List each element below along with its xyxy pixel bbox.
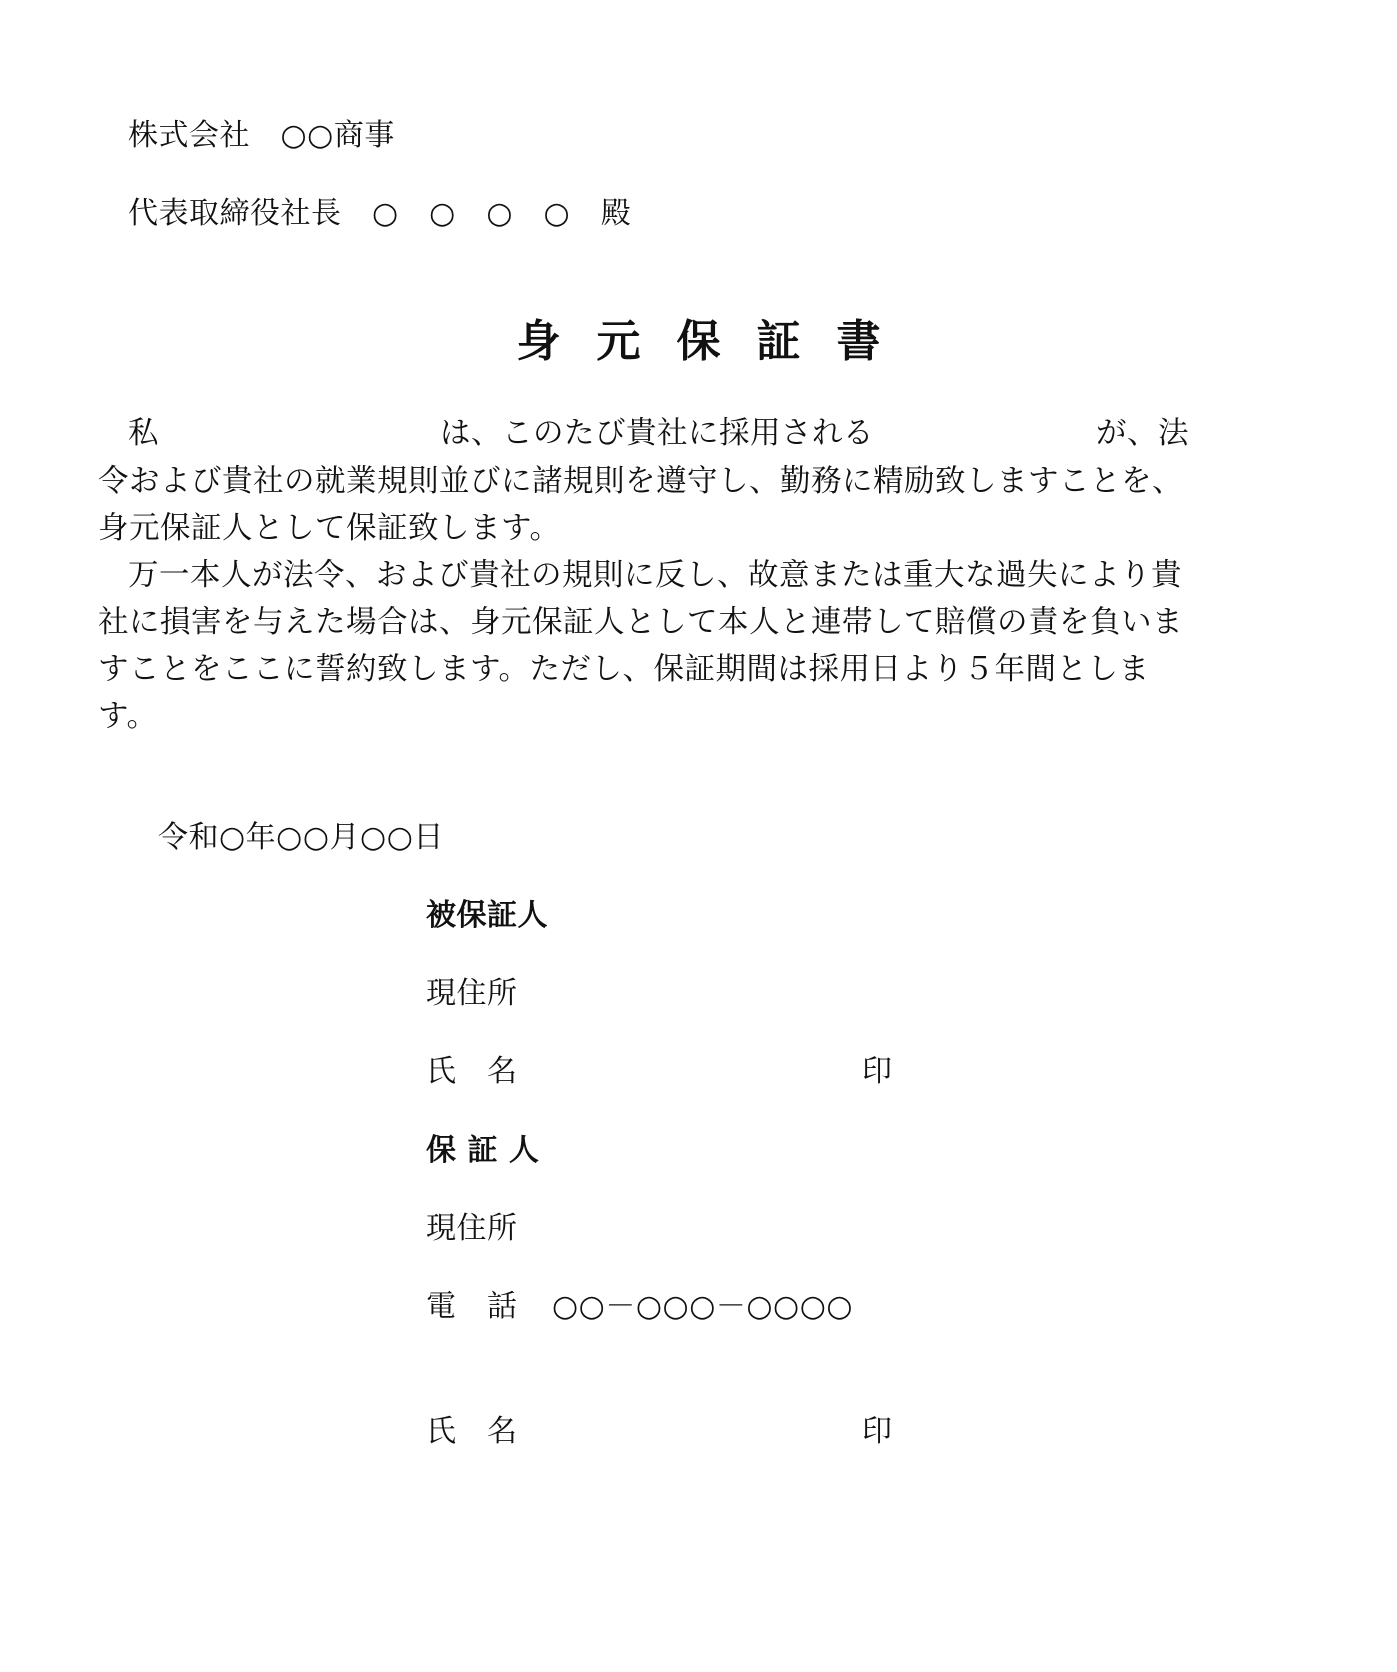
title-char: 保 <box>676 316 721 367</box>
document-title <box>0 314 1397 370</box>
guaranteed-person-name-label: 氏 名 <box>426 1054 518 1089</box>
guarantor-seal-mark: 印 <box>862 1414 892 1449</box>
body-line-4: 万一本人が法令、および貴社の規則に反し、故意または重大な過失により貴 <box>128 558 1182 593</box>
guaranteed-person-heading: 被保証人 <box>426 898 548 933</box>
title-char: 元 <box>596 316 641 367</box>
addressee-representative: 代表取締役社長 ○ ○ ○ ○ 殿 <box>128 196 632 231</box>
guarantor-address-label: 現住所 <box>426 1211 518 1246</box>
guaranteed-person-address-label: 現住所 <box>426 976 518 1011</box>
body-line-7: す。 <box>98 699 158 734</box>
guarantor-phone-label: 電 話 <box>426 1289 518 1324</box>
body-line-2: 令および貴社の就業規則並びに諸規則を遵守し、勤務に精励致しますことを、 <box>98 464 1183 499</box>
body-line-5: 社に損害を与えた場合は、身元保証人として本人と連帯して賠償の責を負いま <box>98 605 1183 640</box>
body-line-6: すことをここに誓約致します。ただし、保証期間は採用日より５年間としま <box>98 652 1150 687</box>
document-date: 令和○年○○月○○日 <box>158 820 444 855</box>
title-char: 書 <box>836 316 881 367</box>
addressee-company: 株式会社 ○○商事 <box>128 118 395 153</box>
body-line-3: 身元保証人として保証致します。 <box>98 511 561 546</box>
title-char: 証 <box>756 316 801 367</box>
guarantor-phone-value: ○○－○○○－○○○○ <box>552 1289 854 1324</box>
guaranteed-person-seal-mark: 印 <box>862 1054 892 1089</box>
guarantor-heading: 保 証 人 <box>426 1133 540 1168</box>
title-char: 身 <box>516 316 561 367</box>
body-line-1c: が、法 <box>1096 416 1189 451</box>
body-line-1b: は、このたび貴社に採用される <box>440 416 874 451</box>
guarantor-name-label: 氏 名 <box>426 1414 518 1449</box>
body-line-1a: 私 <box>128 416 159 451</box>
